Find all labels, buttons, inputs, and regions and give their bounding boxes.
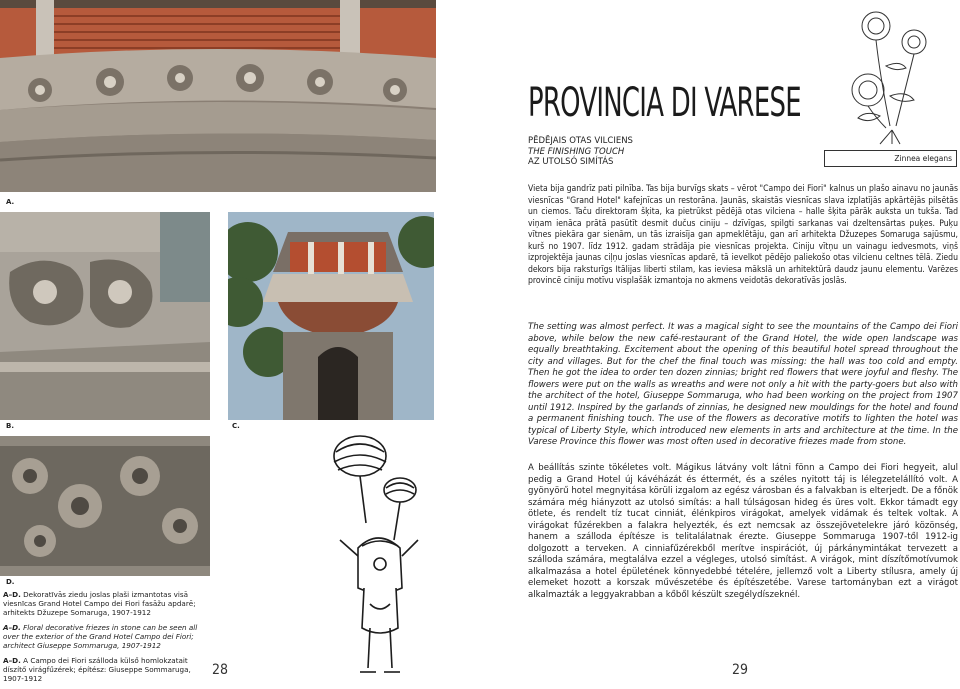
caption-latvian: A–D. Dekoratīvās ziedu joslas plaši izmantotas visā viesnīcas Grand Hotel Campo dei Fiori fasāžu apdarē; arhitekts Džuzepe Somaruga, 1907-1912 bbox=[3, 590, 196, 617]
page-title: PROVINCIA DI VARESE bbox=[528, 80, 801, 126]
photo-label-d: D. bbox=[6, 578, 15, 586]
zinnia-mascot-illustration bbox=[318, 428, 438, 680]
subtitle-block bbox=[528, 136, 633, 168]
photo-label-a: A. bbox=[6, 198, 15, 206]
photo-d-frieze-detail bbox=[0, 436, 210, 576]
subtitle-english: THE FINISHING TOUCH bbox=[528, 146, 625, 157]
photo-b-stone-relief bbox=[0, 212, 210, 420]
subtitle-latvian: PĒDĒJAIS OTAS VILCIENS bbox=[528, 136, 633, 146]
paragraph-hungarian: A beállítás szinte tökéletes volt. Mágikus látvány volt látni fönn a Campo dei Fiori hegyeit, alul pedig a Grand Hotel új kávéházát és éttermét, és a széles nyitott táj is lélegzetelállító volt. A gyönyörű hotel megnyitása körüli izgalom az egész városban és a falvakban is elterjedt. De a főnök számára még hiányzott az utolsó simítás: a hall túlságosan hideg és üres volt. Ekkor támadt egy ötlete, és rendelt tíz tucat cinniát, élénkpiros virágokat, amelyek vidámak és teltek voltak. A virágokat fűzérekben a falakra helyezték, és ezt nemcsak az összejövetelekre járó közönség, hanem a szálloda építésze is telitalálatnak érezte. Giuseppe Sommaruga 1907-től 1912-ig dolgozott a terveken. A cinniafűzérekből merítve inspirációt, új párkánymintákat tervezett a szálloda számára, megtalálva ezzel a végleges, utolsó simítást. A virágok, mint díszítőmotívumok alkalmazása a hotel épületének könnyedebbé tételére, jellemző volt a Liberty stílusra, amely új elemeket hozott a korszak művészetébe és építészetébe. Varese tartományban ezt a virágot alkalmazták a leggyakrabban a kőből készült szegélydíszeknél. bbox=[528, 463, 958, 600]
page-number-left: 28 bbox=[212, 662, 229, 678]
paragraph-english: The setting was almost perfect. It was a magical sight to see the mountains of the Campo dei Fiori above, while below the new café-restaurant of the Grand Hotel, the wide open landscape was equally breathtaking. Excitement about the opening of this beautiful hotel spread throughout the city and villages. But for the chef the final touch was missing: the hall was too cold and empty. Then he got the idea to order ten dozen zinnias; bright red flowers that were joyful and fleshy. The flowers were put on the walls as wreaths and were not only a hit with the party-goers but also with the architect of the hotel, Giuseppe Sommaruga, who had been working on the project from 1907 until 1912. Inspired by the garlands of zinnias, he designed new mouldings for the hotel and found a permanent finishing touch. The use of the flowers as decorative motifs to lighten the hotel was typical of Liberty Style, which introduced new elements in arts and architecture at the time. In the Varese Province this flower was most often used in decorative friezes made from stone. bbox=[528, 322, 958, 447]
photo-captions bbox=[3, 590, 211, 689]
caption-hungarian: A–D. A Campo dei Fiori szálloda külső homlokzatait díszítő virágfűzérek; építész: Giuseppe Sommaruga, 1907-1912 bbox=[3, 656, 191, 683]
photo-label-c: C. bbox=[232, 422, 240, 430]
zinnia-botanical-illustration bbox=[840, 6, 950, 146]
caption-english: A–D. Floral decorative friezes in stone can be seen all over the exterior of the Grand Hotel Campo dei Fiori; architect Giuseppe Sommaruga, 1907-1912 bbox=[3, 623, 198, 650]
photo-label-b: B. bbox=[6, 422, 14, 430]
photo-a-balcony-frieze bbox=[0, 0, 436, 192]
paragraph-latvian: Vieta bija gandrīz pati pilnība. Tas bija burvīgs skats – vērot "Campo dei Fiori" kalnus un plašo ainavu no jaunās viesnīcas "Grand Hotel" kafejnīcas un restorāna. Jaunās, skaistās viesnīcas slava izplatījās apkārtējās pilsētās un ciemos. Taču direktoram šķita, ka pietrūkst pēdējā otas vilciena – halle šķita pārāk auksta un tukša. Tad viņam ienāca prātā pasūtīt desmit dučus ciniju – dzīvīgas, spilgti sarkanas vai dzeltensārtas puķes. Puķu vītnes piekāra gar sienām, un tās izraisīja gan apmeklētāju, gan arī arhitekta Džuzepes Somaruga sajūsmu, kurš no 1907. līdz 1912. gadam strādāja pie viesnīcas projekta. Ciniju vītņu un vainagu iedvesmots, viņš izprojektēja jaunas ciļņu joslas viesnīcas apdarē, tā ievelkot pēdējo paliekošo otas vilcienu celtnes tēlā. Ziedu dekors bija raksturīgs Itālijas liberti stilam, kas ieviesa mākslā un arhitektūrā daudz jaunu elementu. Varēzes provincē ciniju motīvu visplašāk izmantoja no akmens veidotās dekoratīvās joslās. bbox=[528, 184, 958, 286]
subtitle-hungarian: AZ UTOLSÓ SIMÍTÁS bbox=[528, 157, 614, 167]
page-number-right: 29 bbox=[732, 662, 749, 678]
photo-c-hotel-tower bbox=[228, 212, 434, 420]
species-label: Zinnea elegans bbox=[824, 150, 957, 167]
